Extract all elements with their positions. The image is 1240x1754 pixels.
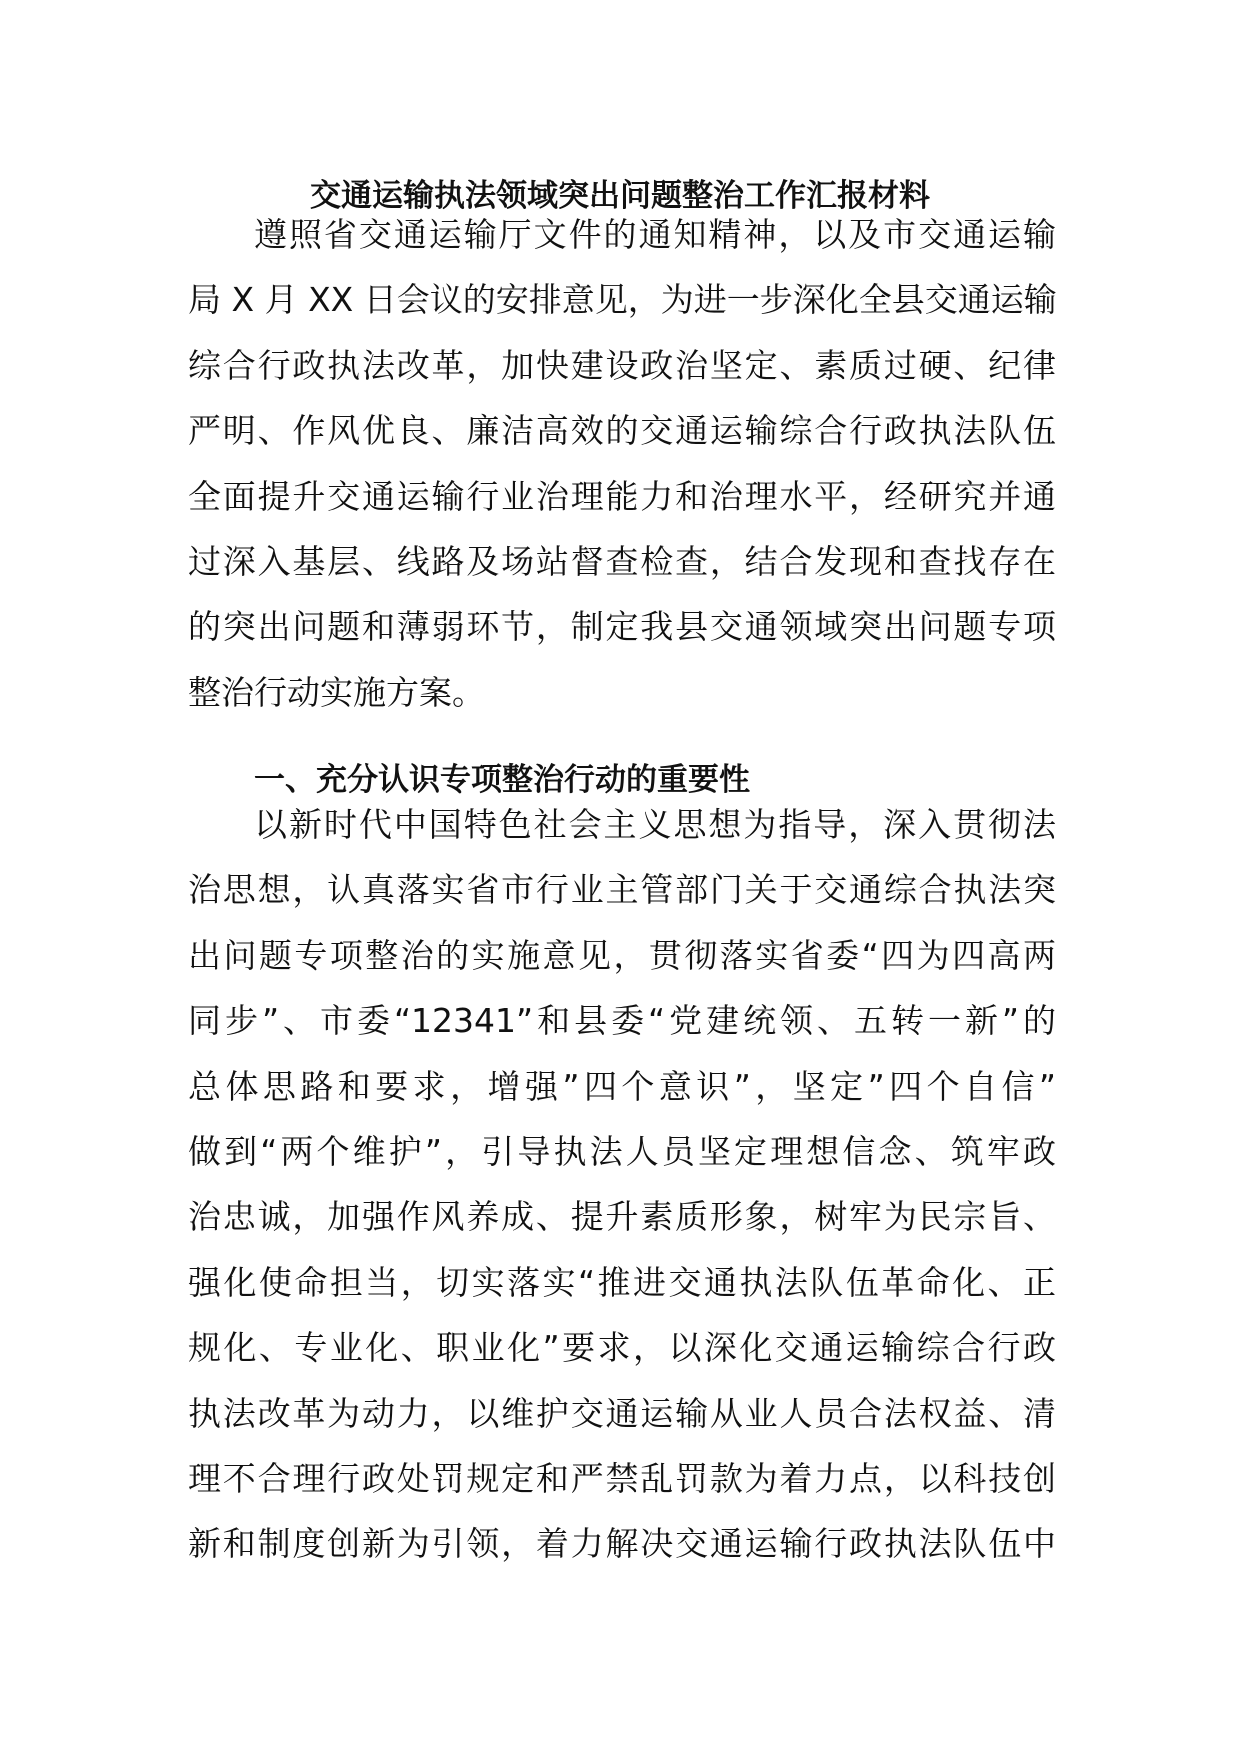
paragraph-line: 执法改革为动力，以维护交通运输从业人员合法权益、清 xyxy=(188,1393,1056,1433)
paragraph-intro xyxy=(188,202,1056,725)
paragraph-line: 严明、作风优良、廉洁高效的交通运输综合行政执法队伍 xyxy=(188,411,1056,451)
paragraph-line: 的突出问题和薄弱环节，制定我县交通领域突出问题专项 xyxy=(188,607,1056,647)
paragraph-line: 整治行动实施方案。 xyxy=(188,672,485,712)
paragraph-line: 遵照省交通运输厅文件的通知精神，以及市交通运输 xyxy=(254,215,1056,254)
paragraph-line: 出问题专项整治的实施意见，贯彻落实省委“四为四高两 xyxy=(188,935,1056,975)
paragraph-line: 全面提升交通运输行业治理能力和治理水平，经研究并通 xyxy=(188,476,1056,516)
paragraph-line: 局 X 月 XX 日会议的安排意见，为进一步深化全县交通运输 xyxy=(188,280,1057,320)
paragraph-line: 治忠诚，加强作风养成、提升素质形象，树牢为民宗旨、 xyxy=(188,1197,1056,1237)
section-heading: 一、充分认识专项整治行动的重要性 xyxy=(254,762,750,798)
paragraph-line: 综合行政执法改革，加快建设政治坚定、素质过硬、纪律 xyxy=(188,345,1056,385)
paragraph-line: 过深入基层、线路及场站督查检查，结合发现和查找存在 xyxy=(188,541,1056,581)
paragraph-line: 做到“两个维护”，引导执法人员坚定理想信念、筑牢政 xyxy=(188,1131,1056,1171)
paragraph-line: 以新时代中国特色社会主义思想为指导，深入贯彻法 xyxy=(254,805,1056,844)
paragraph-line: 同步”、市委“12341”和县委“党建统领、五转一新”的 xyxy=(188,1001,1056,1041)
paragraph-line: 强化使命担当，切实落实“推进交通执法队伍革命化、正 xyxy=(188,1262,1056,1302)
paragraph-section1 xyxy=(188,792,1056,1577)
paragraph-line: 规化、专业化、职业化”要求，以深化交通运输综合行政 xyxy=(188,1328,1056,1368)
paragraph-line: 治思想，认真落实省市行业主管部门关于交通综合执法突 xyxy=(188,870,1056,910)
paragraph-line: 理不合理行政处罚规定和严禁乱罚款为着力点，以科技创 xyxy=(188,1458,1056,1498)
paragraph-line: 新和制度创新为引领，着力解决交通运输行政执法队伍中 xyxy=(188,1524,1056,1564)
paragraph-line: 总体思路和要求，增强”四个意识”，坚定”四个自信” xyxy=(188,1066,1056,1106)
document-title: 交通运输执法领域突出问题整治工作汇报材料 xyxy=(310,178,930,214)
